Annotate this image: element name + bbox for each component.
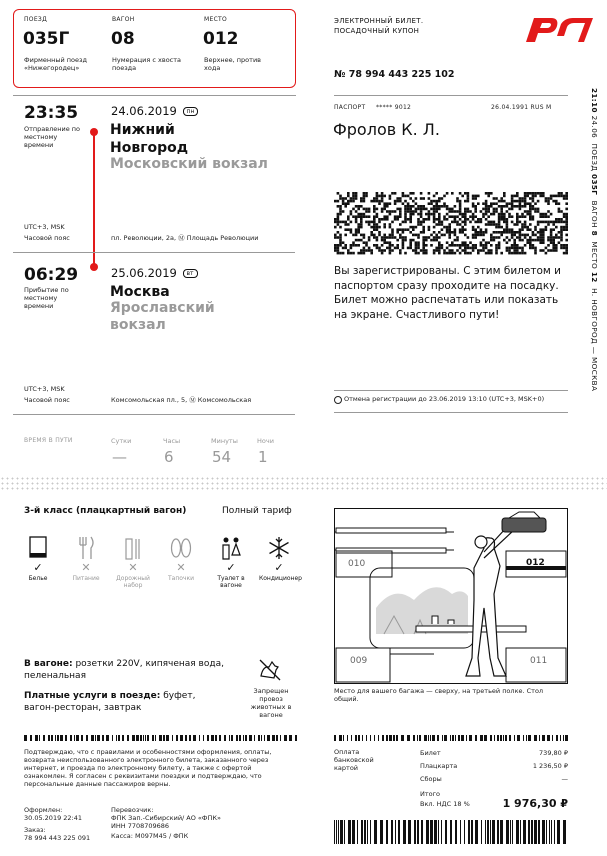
amenity-travel-kit — [113, 535, 153, 589]
paid-services — [24, 690, 224, 714]
ac-label: Кондиционер — [259, 575, 302, 582]
ticket-price-label: Билет — [420, 749, 441, 757]
side-date: 24.06 — [590, 115, 599, 139]
seat-009: 009 — [350, 656, 368, 666]
total-value: 1 976,30 ₽ — [502, 797, 568, 810]
bottom-barcode — [334, 820, 568, 844]
slippers-label: Тапочки — [167, 575, 194, 582]
travel-kit-mark: ✕ — [128, 561, 138, 574]
carrier-inn: ИНН 7708709686 — [111, 822, 170, 830]
seat-note: Верхнее, против хода — [204, 56, 262, 72]
side-train: 035Г — [590, 174, 599, 196]
qr-code — [334, 192, 568, 256]
departure-tz: UTC+3, MSK — [24, 223, 65, 231]
nights-value: 1 — [258, 448, 268, 466]
side-route: Н. НОВГОРОД — МОСКВА — [590, 288, 599, 392]
berth-price-label: Плацкарта — [420, 762, 458, 770]
luggage-note: Место для вашего багажа — сверху, на третьей полке. Стол общий. — [334, 687, 544, 703]
cancel-icon — [334, 396, 342, 404]
paid-services-text: буфет, вагон-ресторан, завтрак — [24, 691, 196, 713]
side-strip — [588, 88, 602, 418]
departure-city: Нижний Новгород — [110, 122, 189, 156]
vat-label: Вкл. НДС 18 % — [420, 800, 470, 808]
arrival-station: Ярославский вокзал — [110, 300, 215, 333]
cancel-note: Отмена регистрации до 23.06.2019 13:10 (UTC+3, MSK+0) — [344, 395, 545, 403]
departure-dot — [90, 128, 98, 136]
agreement-text: Подтверждаю, что с правилами и особенностями оформления, оплаты, возврата неиспользованного электронного билета, заказанного через интернет, и проезда по электронному билету, а также с офертой ознакомлен. Я согласен с реквизитами поездки и подтверждаю, что персональные данные пассажиров верны. — [24, 748, 272, 788]
arrival-dot — [90, 263, 98, 271]
toilet-mark: ✓ — [226, 561, 236, 574]
departure-time-note: Отправление по местному времени — [24, 125, 81, 149]
travel-time-label: ВРЕМЯ В ПУТИ — [24, 437, 73, 444]
in-car-text: розетки 220V, кипяченая вода, пеленальная — [24, 659, 224, 681]
nights-label: Ночи — [257, 437, 274, 445]
payment-method: Оплата банковской картой — [334, 748, 374, 772]
minutes-label: Минуты — [211, 437, 238, 445]
in-car-info — [24, 658, 224, 682]
train-number: 035Г — [23, 29, 70, 49]
hours-value: 6 — [164, 448, 174, 466]
arrival-time: 06:29 — [24, 265, 79, 285]
dotted-band — [0, 476, 607, 492]
ticket-number: № 78 994 443 225 102 — [334, 69, 455, 80]
barcode-strip-left — [24, 735, 296, 741]
side-car-label: ВАГОН — [590, 200, 599, 228]
carrier-name: ФПК Зап.-Сибирский/ АО «ФПК» — [111, 814, 221, 822]
car-label: ВАГОН — [112, 16, 135, 23]
linen-mark: ✓ — [33, 561, 43, 574]
travel-kit-icon — [121, 535, 145, 561]
car-number: 08 — [111, 29, 135, 49]
car-note: Нумерация с хвоста поезда — [112, 56, 182, 72]
minutes-value: 54 — [212, 448, 232, 466]
train-label: ПОЕЗД — [24, 16, 48, 23]
linen-icon — [26, 535, 50, 561]
departure-date-value: 24.06.2019 — [111, 104, 177, 118]
tariff: Полный тариф — [222, 506, 292, 516]
arrival-tz: UTC+3, MSK — [24, 385, 65, 393]
travel-kit-label: Дорожный набор — [116, 575, 150, 589]
seat-012: 012 — [526, 558, 545, 568]
registration-message: Вы зарегистрированы. С этим билетом и паспортом сразу проходите на посадку. Билет можно распечатать или показать на экране. Счастливого пути! — [334, 265, 561, 321]
side-seat: 12 — [590, 271, 599, 283]
route-line — [93, 131, 95, 268]
carrier-cashier: Касса: М097М45 / ФПК — [111, 832, 189, 840]
departure-time: 23:35 — [24, 103, 79, 123]
departure-date — [111, 104, 198, 118]
berth-price: 1 236,50 ₽ — [532, 762, 568, 770]
toilet-label: Туалет в вагоне — [217, 575, 245, 589]
seat-number: 012 — [203, 29, 239, 49]
departure-tz-label: Часовой пояс — [24, 234, 70, 242]
no-pets-icon — [256, 656, 284, 688]
carrier-label: Перевозчик: — [111, 806, 154, 814]
ticket-price: 739,80 ₽ — [539, 749, 568, 757]
linen-label: Белье — [28, 575, 48, 582]
amenity-slippers — [161, 535, 201, 582]
side-seat-label: МЕСТО — [590, 241, 599, 270]
no-pets-label: Запрещен провоз животных в вагоне — [250, 687, 292, 719]
hours-label: Часы — [163, 437, 181, 445]
total-label: Итого — [420, 790, 441, 798]
barcode-strip-right — [334, 735, 568, 741]
arrival-time-note: Прибытие по местному времени — [24, 286, 69, 310]
food-icon — [74, 535, 98, 561]
snowflake-icon — [267, 535, 291, 561]
side-car: 8 — [590, 230, 599, 236]
passenger-birth: 26.04.1991 RUS M — [491, 104, 552, 111]
fees-value: — — [561, 775, 568, 783]
order-value: 78 994 443 225 091 — [24, 834, 91, 842]
amenity-toilet — [211, 535, 251, 589]
toilet-icon — [219, 535, 243, 561]
issued-value: 30.05.2019 22:41 — [24, 814, 83, 822]
days-label: Сутки — [111, 437, 132, 445]
amenity-food — [66, 535, 106, 582]
seat-010: 010 — [348, 559, 366, 569]
arrival-tz-label: Часовой пояс — [24, 396, 70, 404]
ticket-title: ЭЛЕКТРОННЫЙ БИЛЕТ. ПОСАДОЧНЫЙ КУПОН — [334, 17, 424, 35]
arrival-city: Москва — [110, 284, 170, 300]
passenger-name: Фролов К. Л. — [333, 120, 440, 139]
seat-011: 011 — [530, 656, 548, 666]
ac-mark: ✓ — [274, 561, 284, 574]
passport-number: ***** 9012 — [376, 104, 412, 111]
service-class: 3-й класс (плацкартный вагон) — [24, 506, 187, 516]
passport-label: ПАСПОРТ — [334, 104, 366, 111]
food-mark: ✕ — [81, 561, 91, 574]
order-label: Заказ: — [24, 826, 46, 834]
fees-label: Сборы — [420, 775, 442, 783]
arrival-address: Комсомольская пл., 5, Ⓜ Комсомольская — [111, 396, 252, 404]
side-train-label: ПОЕЗД — [590, 143, 599, 172]
paid-services-title: Платные услуги в поезде: — [24, 691, 161, 701]
slippers-mark: ✕ — [176, 561, 186, 574]
side-time: 21:10 — [590, 88, 599, 113]
rzd-logo — [521, 14, 595, 48]
departure-weekday: пн — [183, 107, 199, 116]
amenity-ac — [259, 535, 302, 582]
train-note: Фирменный поезд «Нижегородец» — [24, 56, 87, 72]
issued-label: Оформлен: — [24, 806, 63, 814]
in-car-title: В вагоне: — [24, 659, 73, 669]
seat-label: МЕСТО — [204, 16, 228, 23]
arrival-date-value: 25.06.2019 — [111, 266, 177, 280]
arrival-weekday: вт — [183, 269, 198, 278]
departure-station: Московский вокзал — [110, 156, 268, 172]
departure-address: пл. Революции, 2а, Ⓜ Площадь Революции — [111, 234, 259, 242]
days-value: — — [112, 448, 127, 466]
food-label: Питание — [72, 575, 100, 582]
arrival-date — [111, 266, 198, 280]
slippers-icon — [169, 535, 193, 561]
amenity-linen — [18, 535, 58, 582]
